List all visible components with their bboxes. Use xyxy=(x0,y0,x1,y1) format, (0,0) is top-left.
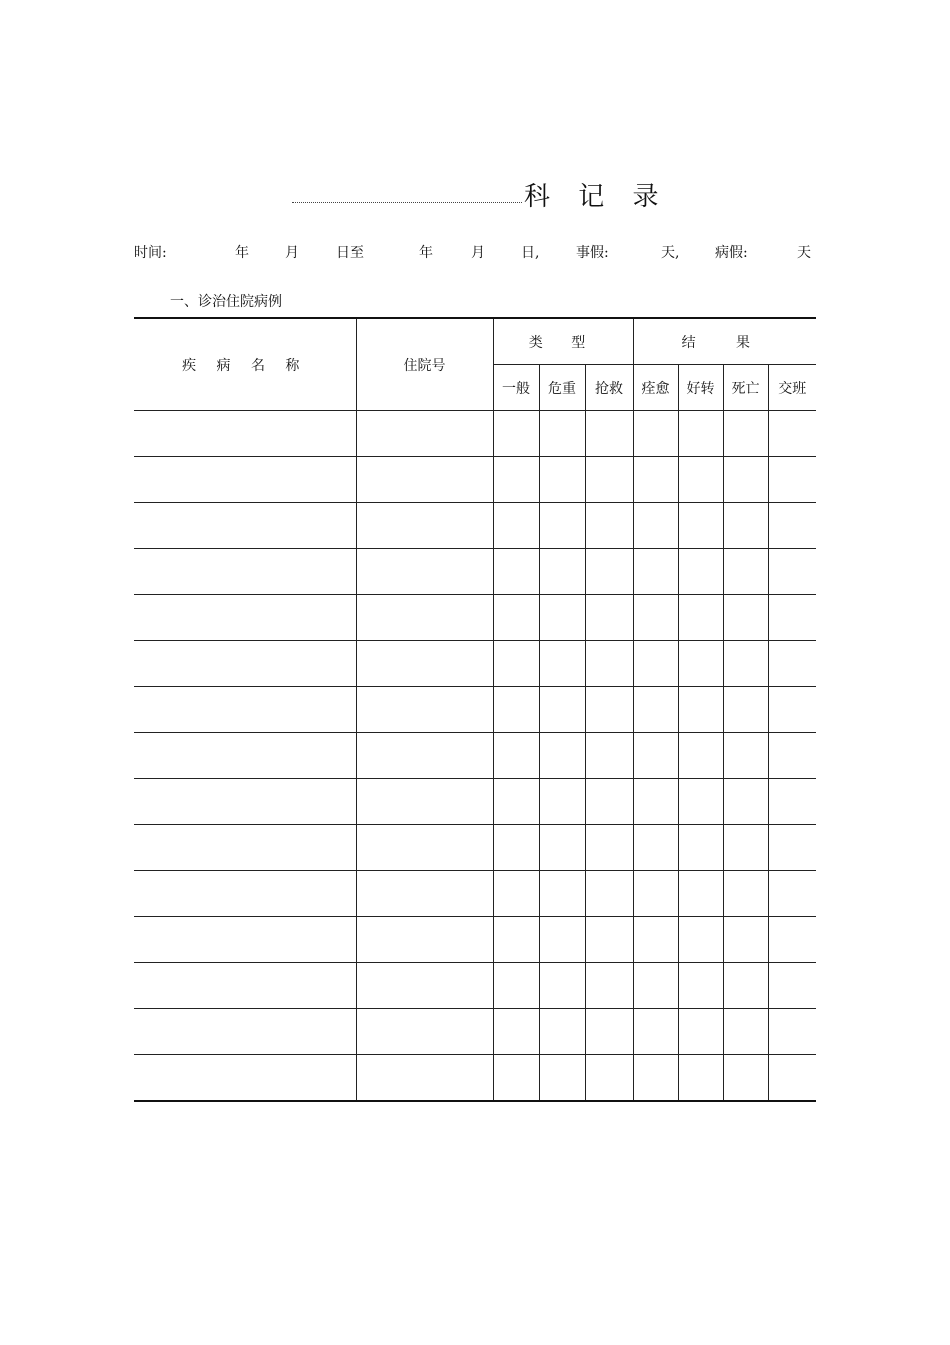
admission-no-cell[interactable] xyxy=(356,779,493,825)
result-handover-cell[interactable] xyxy=(768,503,816,549)
header-type-rescue: 抢救 xyxy=(585,365,633,411)
result-cured-cell[interactable] xyxy=(633,825,678,871)
year-label-2: 年 xyxy=(419,245,433,261)
table-row xyxy=(134,825,816,871)
result-cured-cell[interactable] xyxy=(633,871,678,917)
result-improved-cell[interactable] xyxy=(678,1009,723,1055)
admission-no-cell[interactable] xyxy=(356,1055,493,1102)
result-improved-cell[interactable] xyxy=(678,825,723,871)
result-died-cell[interactable] xyxy=(723,1009,768,1055)
admission-no-cell[interactable] xyxy=(356,411,493,457)
type-general-cell[interactable] xyxy=(493,825,539,871)
day-to-label: 日至 xyxy=(336,245,364,261)
result-cured-cell[interactable] xyxy=(633,595,678,641)
header-type: 类 型 xyxy=(493,318,633,365)
header-result-handover: 交班 xyxy=(768,365,816,411)
admission-no-cell[interactable] xyxy=(356,871,493,917)
type-rescue-cell[interactable] xyxy=(585,641,633,687)
type-rescue-cell[interactable] xyxy=(585,411,633,457)
month-label-2: 月 xyxy=(471,245,485,261)
admission-no-cell[interactable] xyxy=(356,733,493,779)
disease-name-cell[interactable] xyxy=(134,1055,356,1102)
table-row xyxy=(134,917,816,963)
type-rescue-cell[interactable] xyxy=(585,871,633,917)
type-rescue-cell[interactable] xyxy=(585,549,633,595)
disease-name-cell[interactable] xyxy=(134,641,356,687)
type-rescue-cell[interactable] xyxy=(585,503,633,549)
type-critical-cell[interactable] xyxy=(539,457,585,503)
result-died-cell[interactable] xyxy=(723,963,768,1009)
disease-name-cell[interactable] xyxy=(134,503,356,549)
table-body xyxy=(134,411,816,1102)
admission-no-cell[interactable] xyxy=(356,963,493,1009)
personal-leave-unit: 天, xyxy=(661,245,680,261)
admission-no-cell[interactable] xyxy=(356,917,493,963)
type-general-cell[interactable] xyxy=(493,779,539,825)
table-row xyxy=(134,687,816,733)
result-died-cell[interactable] xyxy=(723,457,768,503)
type-rescue-cell[interactable] xyxy=(585,733,633,779)
result-cured-cell[interactable] xyxy=(633,963,678,1009)
result-improved-cell[interactable] xyxy=(678,641,723,687)
type-critical-cell[interactable] xyxy=(539,549,585,595)
type-rescue-cell[interactable] xyxy=(585,917,633,963)
result-died-cell[interactable] xyxy=(723,733,768,779)
admission-no-cell[interactable] xyxy=(356,1009,493,1055)
admission-no-cell[interactable] xyxy=(356,595,493,641)
disease-name-cell[interactable] xyxy=(134,457,356,503)
type-general-cell[interactable] xyxy=(493,641,539,687)
sick-leave-unit: 天 xyxy=(797,245,811,261)
admission-no-cell[interactable] xyxy=(356,825,493,871)
type-general-cell[interactable] xyxy=(493,871,539,917)
table-row xyxy=(134,549,816,595)
day-label-2: 日, xyxy=(521,245,540,261)
header-result-died: 死亡 xyxy=(723,365,768,411)
result-cured-cell[interactable] xyxy=(633,457,678,503)
type-general-cell[interactable] xyxy=(493,963,539,1009)
type-rescue-cell[interactable] xyxy=(585,963,633,1009)
header-disease-name: 疾 病 名 称 xyxy=(134,318,356,411)
result-cured-cell[interactable] xyxy=(633,503,678,549)
result-improved-cell[interactable] xyxy=(678,871,723,917)
result-cured-cell[interactable] xyxy=(633,687,678,733)
disease-name-cell[interactable] xyxy=(134,779,356,825)
type-critical-cell[interactable] xyxy=(539,825,585,871)
type-general-cell[interactable] xyxy=(493,917,539,963)
result-handover-cell[interactable] xyxy=(768,825,816,871)
type-rescue-cell[interactable] xyxy=(585,825,633,871)
result-handover-cell[interactable] xyxy=(768,1055,816,1102)
result-cured-cell[interactable] xyxy=(633,779,678,825)
type-critical-cell[interactable] xyxy=(539,779,585,825)
type-rescue-cell[interactable] xyxy=(585,687,633,733)
disease-name-cell[interactable] xyxy=(134,1009,356,1055)
type-critical-cell[interactable] xyxy=(539,503,585,549)
result-cured-cell[interactable] xyxy=(633,1055,678,1102)
disease-name-cell[interactable] xyxy=(134,411,356,457)
department-blank-line xyxy=(292,202,522,203)
header-result: 结 果 xyxy=(633,318,816,365)
result-cured-cell[interactable] xyxy=(633,411,678,457)
result-died-cell[interactable] xyxy=(723,1055,768,1102)
table-row xyxy=(134,641,816,687)
type-critical-cell[interactable] xyxy=(539,595,585,641)
result-handover-cell[interactable] xyxy=(768,871,816,917)
result-improved-cell[interactable] xyxy=(678,779,723,825)
type-critical-cell[interactable] xyxy=(539,1009,585,1055)
table-row xyxy=(134,733,816,779)
type-critical-cell[interactable] xyxy=(539,917,585,963)
result-cured-cell[interactable] xyxy=(633,917,678,963)
table-row xyxy=(134,503,816,549)
sick-leave-label: 病假: xyxy=(715,245,748,261)
result-handover-cell[interactable] xyxy=(768,411,816,457)
type-rescue-cell[interactable] xyxy=(585,595,633,641)
admission-no-cell[interactable] xyxy=(356,549,493,595)
header-result-cured: 痊愈 xyxy=(633,365,678,411)
result-died-cell[interactable] xyxy=(723,503,768,549)
result-improved-cell[interactable] xyxy=(678,457,723,503)
type-general-cell[interactable] xyxy=(493,457,539,503)
header-admission-no: 住院号 xyxy=(356,318,493,411)
disease-name-cell[interactable] xyxy=(134,871,356,917)
result-died-cell[interactable] xyxy=(723,871,768,917)
result-handover-cell[interactable] xyxy=(768,549,816,595)
document-title xyxy=(292,176,669,212)
result-died-cell[interactable] xyxy=(723,779,768,825)
type-general-cell[interactable] xyxy=(493,503,539,549)
month-label-1: 月 xyxy=(285,245,299,261)
result-improved-cell[interactable] xyxy=(678,503,723,549)
type-rescue-cell[interactable] xyxy=(585,457,633,503)
result-died-cell[interactable] xyxy=(723,411,768,457)
header-result-improved: 好转 xyxy=(678,365,723,411)
admission-no-cell[interactable] xyxy=(356,687,493,733)
year-label-1: 年 xyxy=(235,245,249,261)
table-row xyxy=(134,1009,816,1055)
disease-name-cell[interactable] xyxy=(134,595,356,641)
admission-no-cell[interactable] xyxy=(356,503,493,549)
type-critical-cell[interactable] xyxy=(539,641,585,687)
result-died-cell[interactable] xyxy=(723,595,768,641)
header-type-general: 一般 xyxy=(493,365,539,411)
admission-no-cell[interactable] xyxy=(356,457,493,503)
type-critical-cell[interactable] xyxy=(539,411,585,457)
result-handover-cell[interactable] xyxy=(768,779,816,825)
result-improved-cell[interactable] xyxy=(678,411,723,457)
result-handover-cell[interactable] xyxy=(768,595,816,641)
result-handover-cell[interactable] xyxy=(768,963,816,1009)
result-improved-cell[interactable] xyxy=(678,549,723,595)
personal-leave-label: 事假: xyxy=(576,245,609,261)
type-critical-cell[interactable] xyxy=(539,963,585,1009)
result-died-cell[interactable] xyxy=(723,641,768,687)
disease-name-cell[interactable] xyxy=(134,825,356,871)
table-row xyxy=(134,871,816,917)
result-improved-cell[interactable] xyxy=(678,687,723,733)
disease-name-cell[interactable] xyxy=(134,733,356,779)
result-improved-cell[interactable] xyxy=(678,917,723,963)
result-handover-cell[interactable] xyxy=(768,457,816,503)
result-died-cell[interactable] xyxy=(723,687,768,733)
result-improved-cell[interactable] xyxy=(678,1055,723,1102)
type-critical-cell[interactable] xyxy=(539,687,585,733)
result-improved-cell[interactable] xyxy=(678,963,723,1009)
type-rescue-cell[interactable] xyxy=(585,779,633,825)
admission-no-cell[interactable] xyxy=(356,641,493,687)
section-title: 一、诊治住院病例 xyxy=(170,294,282,310)
inpatient-cases-table xyxy=(134,317,816,1102)
table-row xyxy=(134,457,816,503)
result-handover-cell[interactable] xyxy=(768,687,816,733)
disease-name-cell[interactable] xyxy=(134,917,356,963)
type-critical-cell[interactable] xyxy=(539,871,585,917)
type-general-cell[interactable] xyxy=(493,1055,539,1102)
result-handover-cell[interactable] xyxy=(768,641,816,687)
result-cured-cell[interactable] xyxy=(633,733,678,779)
table-row xyxy=(134,779,816,825)
result-handover-cell[interactable] xyxy=(768,917,816,963)
type-general-cell[interactable] xyxy=(493,595,539,641)
header-type-critical: 危重 xyxy=(539,365,585,411)
type-rescue-cell[interactable] xyxy=(585,1055,633,1102)
result-died-cell[interactable] xyxy=(723,917,768,963)
result-handover-cell[interactable] xyxy=(768,1009,816,1055)
time-label: 时间: xyxy=(134,245,167,261)
table-row xyxy=(134,595,816,641)
disease-name-cell[interactable] xyxy=(134,549,356,595)
type-rescue-cell[interactable] xyxy=(585,1009,633,1055)
result-died-cell[interactable] xyxy=(723,825,768,871)
table-row xyxy=(134,963,816,1009)
info-row xyxy=(0,242,950,262)
result-cured-cell[interactable] xyxy=(633,1009,678,1055)
result-handover-cell[interactable] xyxy=(768,733,816,779)
type-general-cell[interactable] xyxy=(493,687,539,733)
type-general-cell[interactable] xyxy=(493,733,539,779)
result-died-cell[interactable] xyxy=(723,549,768,595)
type-critical-cell[interactable] xyxy=(539,1055,585,1102)
result-cured-cell[interactable] xyxy=(633,641,678,687)
table-row xyxy=(134,1055,816,1102)
result-improved-cell[interactable] xyxy=(678,595,723,641)
type-general-cell[interactable] xyxy=(493,549,539,595)
title-text: 科 记 录 xyxy=(524,182,669,212)
disease-name-cell[interactable] xyxy=(134,963,356,1009)
type-critical-cell[interactable] xyxy=(539,733,585,779)
disease-name-cell[interactable] xyxy=(134,687,356,733)
type-general-cell[interactable] xyxy=(493,411,539,457)
result-cured-cell[interactable] xyxy=(633,549,678,595)
type-general-cell[interactable] xyxy=(493,1009,539,1055)
result-improved-cell[interactable] xyxy=(678,733,723,779)
table-row xyxy=(134,411,816,457)
